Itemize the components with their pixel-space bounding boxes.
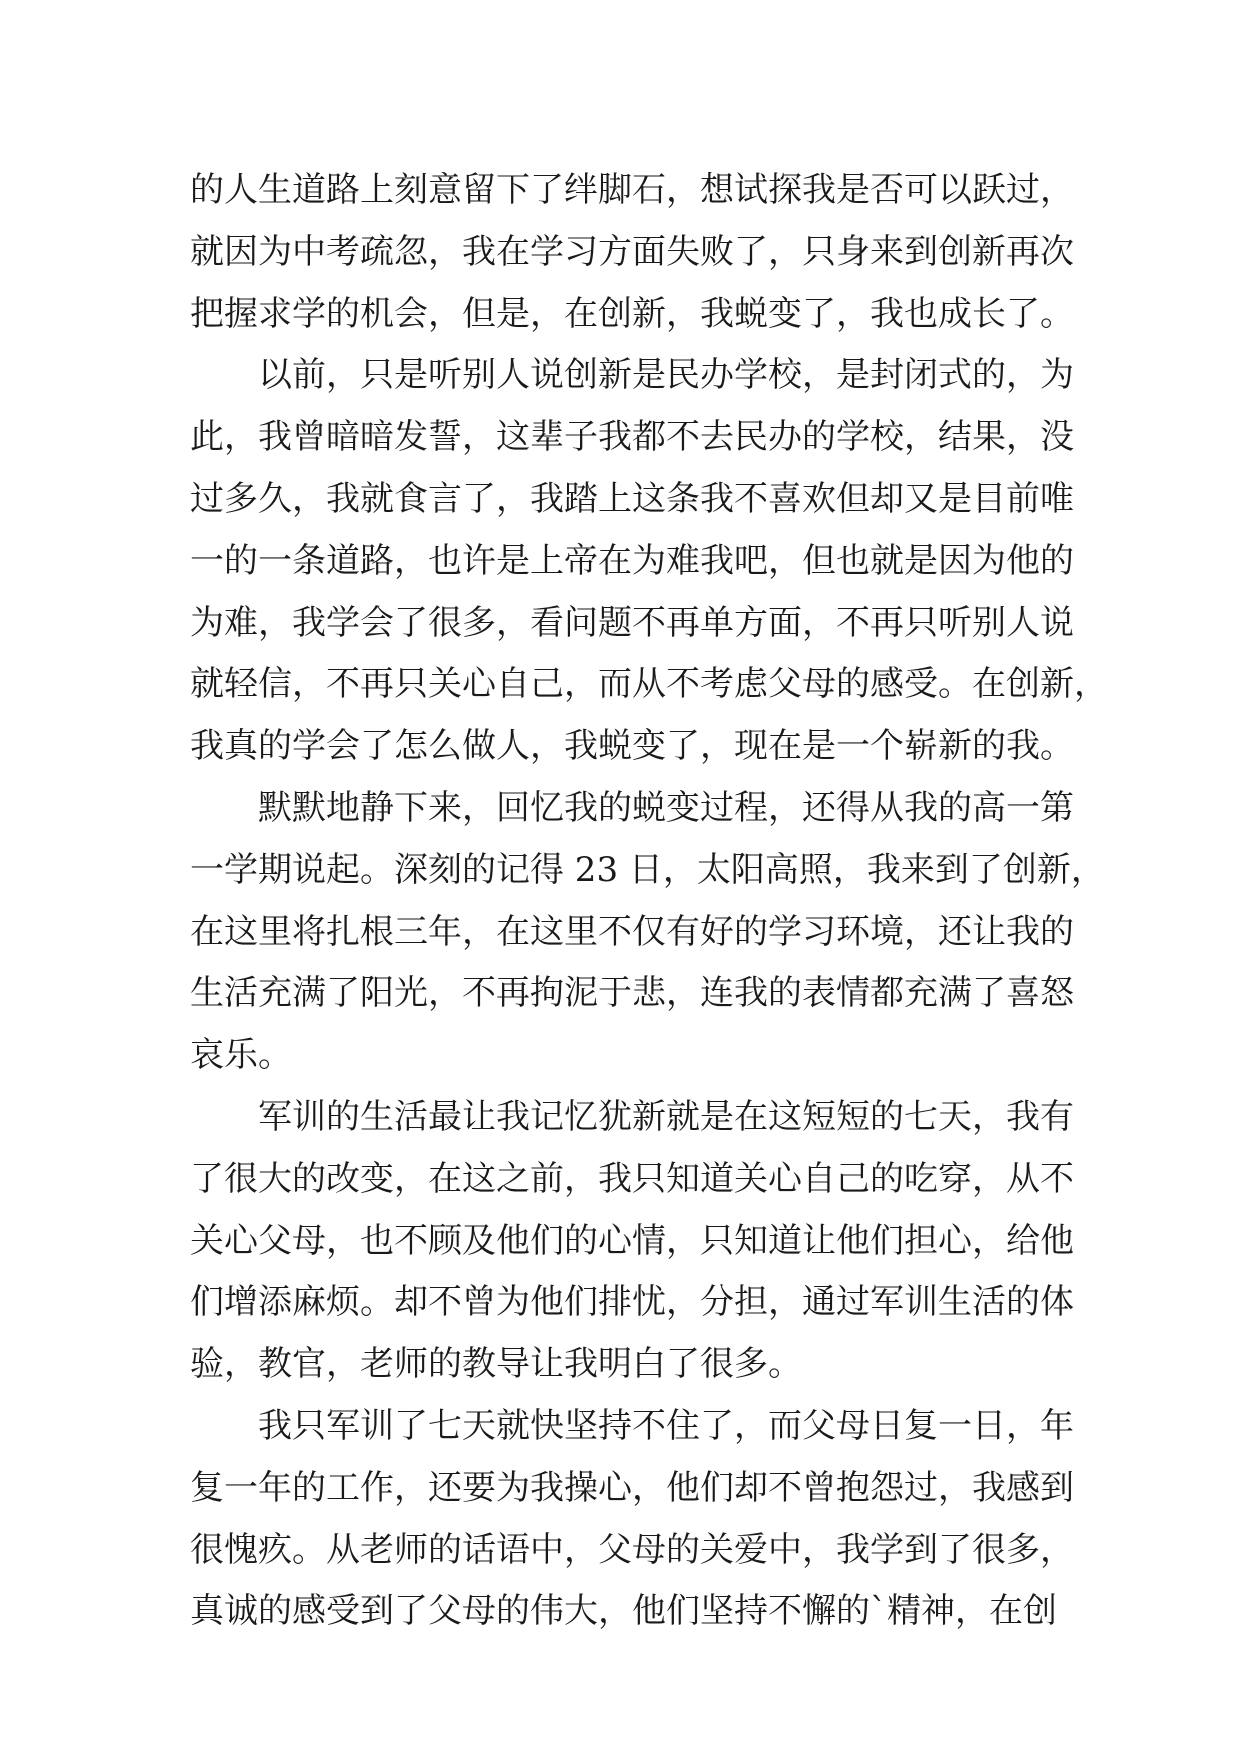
text-line: 生活充满了阳光，不再拘泥于悲，连我的表情都充满了喜怒 [190, 973, 1074, 1014]
text-line: 的人生道路上刻意留下了绊脚石，想试探我是否可以跃过， [190, 170, 1074, 210]
text-line: 就因为中考疏忽，我在学习方面失败了，只身来到创新再次 [190, 231, 1074, 272]
text-line: 军训的生活最让我记忆犹新就是在这短短的七天，我有 [258, 1096, 1074, 1137]
text-line: 我真的学会了怎么做人，我蜕变了，现在是一个崭新的我。 [190, 726, 1074, 767]
text-line: 以前，只是听别人说创新是民办学校，是封闭式的，为 [258, 355, 1074, 396]
text-line: 一学期说起。深刻的记得 23 日，太阳高照，我来到了创新， [190, 849, 1105, 890]
paragraph [190, 778, 1105, 1087]
text-line: 过多久，我就食言了，我踏上这条我不喜欢但却又是目前唯 [190, 478, 1074, 519]
text-line: 验，教官，老师的教导让我明白了很多。 [190, 1344, 802, 1385]
text-line: 默默地静下来，回忆我的蜕变过程，还得从我的高一第 [258, 787, 1074, 828]
text-line: 很愧疚。从老师的话语中，父母的关爱中，我学到了很多， [190, 1529, 1074, 1570]
text-line: 一的一条道路，也许是上帝在为难我吧，但也就是因为他的 [190, 540, 1074, 581]
text-line: 在这里将扎根三年，在这里不仅有好的学习环境，还让我的 [190, 911, 1074, 952]
paragraph [190, 1396, 1074, 1643]
document-body [190, 160, 1108, 1643]
text-line: 真诚的感受到了父母的伟大，他们坚持不懈的`精神，在创 [190, 1591, 1057, 1632]
text-line: 就轻信，不再只关心自己，而从不考虑父母的感受。在创新， [190, 664, 1108, 705]
text-line: 复一年的工作，还要为我操心，他们却不曾抱怨过，我感到 [190, 1467, 1074, 1508]
paragraph [190, 160, 1074, 345]
text-line: 们增添麻烦。却不曾为他们排忧，分担，通过军训生活的体 [190, 1282, 1074, 1323]
text-line: 此，我曾暗暗发誓，这辈子我都不去民办的学校，结果，没 [190, 417, 1074, 458]
text-line: 哀乐。 [190, 1035, 292, 1076]
text-line: 了很大的改变，在这之前，我只知道关心自己的吃穿，从不 [190, 1158, 1074, 1199]
paragraph [190, 345, 1108, 778]
text-line: 为难，我学会了很多，看问题不再单方面，不再只听别人说 [190, 602, 1074, 643]
text-line: 把握求学的机会，但是，在创新，我蜕变了，我也成长了。 [190, 293, 1074, 334]
text-line: 我只军训了七天就快坚持不住了，而父母日复一日，年 [258, 1405, 1074, 1446]
paragraph [190, 1087, 1074, 1396]
text-line: 关心父母，也不顾及他们的心情，只知道让他们担心，给他 [190, 1220, 1074, 1261]
